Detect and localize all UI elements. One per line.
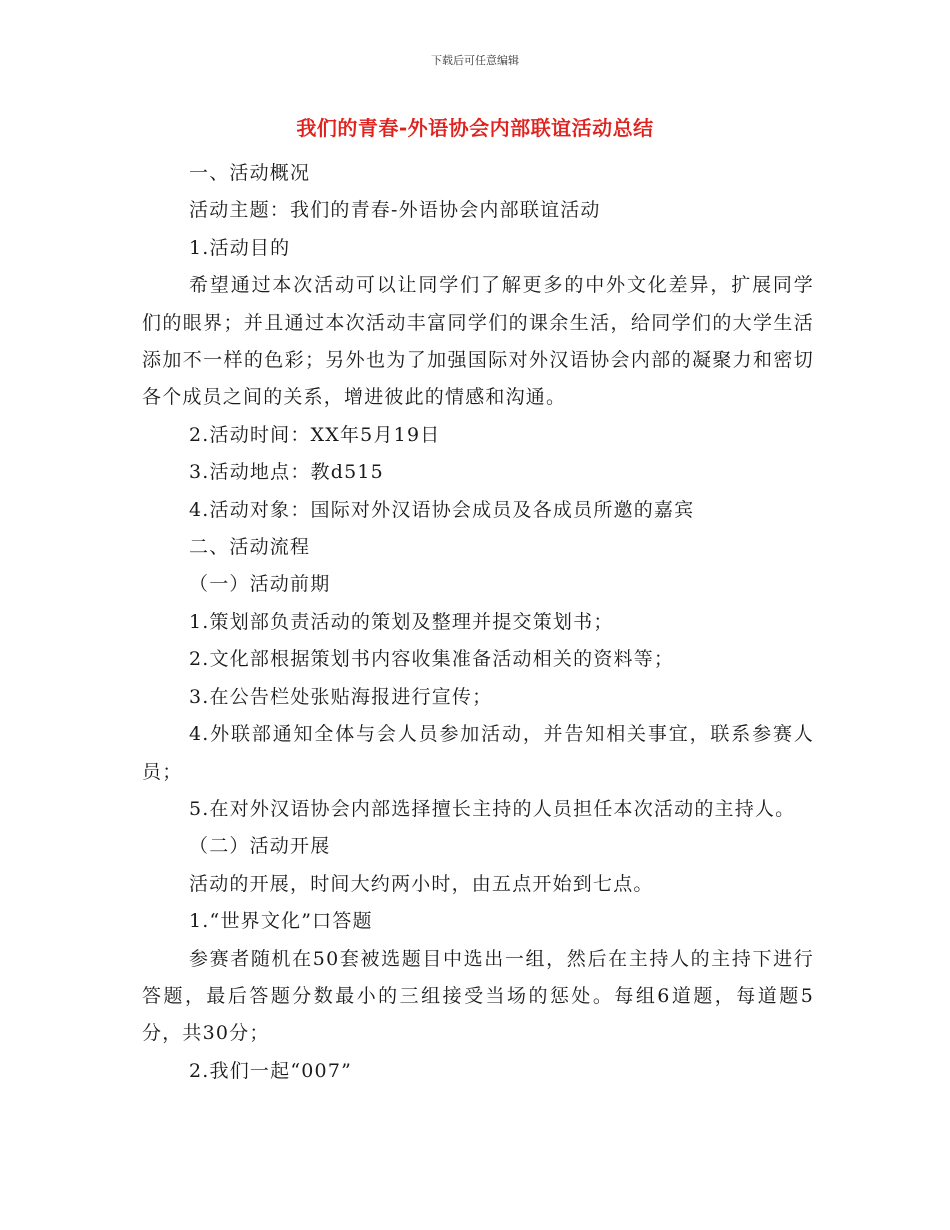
list-item: 2.文化部根据策划书内容收集准备活动相关的资料等； <box>189 648 675 671</box>
list-item: 3.在公告栏处张贴海报进行宣传； <box>189 685 493 708</box>
list-item: 4.外联部通知全体与会人员参加活动，并告知相关事宜，联系参赛人员； <box>142 723 814 783</box>
document-title: 我们的青春-外语协会内部联谊活动总结 <box>296 116 654 140</box>
document-body <box>142 155 814 1090</box>
list-item: 1.策划部负责活动的策划及整理并提交策划书； <box>189 610 614 633</box>
quiz-paragraph: 参赛者随机在50套被选题目中选出一组，然后在主持人的主持下进行答题，最后答题分数最小的三组接受当场的惩处。每组6道题，每道题5分，共30分； <box>142 947 814 1045</box>
purpose-paragraph: 希望通过本次活动可以让同学们了解更多的中外文化差异，扩展同学们的眼界；并且通过本次活动丰富同学们的课余生活，给同学们的大学生活添加不一样的色彩；另外也为了加强国际对外汉语协会内部的凝聚力和密切各个成员之间的关系，增进彼此的情感和沟通。 <box>142 274 814 409</box>
section-heading-overview: 一、活动概况 <box>189 162 311 184</box>
activity-time: 2.活动时间：XX年5月19日 <box>189 423 441 446</box>
subheading-007: 2.我们一起“007” <box>189 1059 353 1082</box>
activity-location: 3.活动地点：教d515 <box>189 461 384 484</box>
activity-theme: 活动主题：我们的青春-外语协会内部联谊活动 <box>189 199 601 222</box>
execution-summary: 活动的开展，时间大约两小时，由五点开始到七点。 <box>189 872 654 895</box>
subheading-purpose: 1.活动目的 <box>189 236 291 259</box>
subheading-execution: （二）活动开展 <box>189 835 331 858</box>
list-item: 5.在对外汉语协会内部选择擅长主持的人员担任本次活动的主持人。 <box>189 797 796 820</box>
activity-audience: 4.活动对象：国际对外汉语协会成员及各成员所邀的嘉宾 <box>189 498 695 521</box>
subheading-preparation: （一）活动前期 <box>189 573 331 596</box>
subheading-quiz: 1.“世界文化”口答题 <box>189 910 373 933</box>
page-header-note: 下载后可任意编辑 <box>431 54 519 67</box>
section-heading-process: 二、活动流程 <box>189 536 311 559</box>
